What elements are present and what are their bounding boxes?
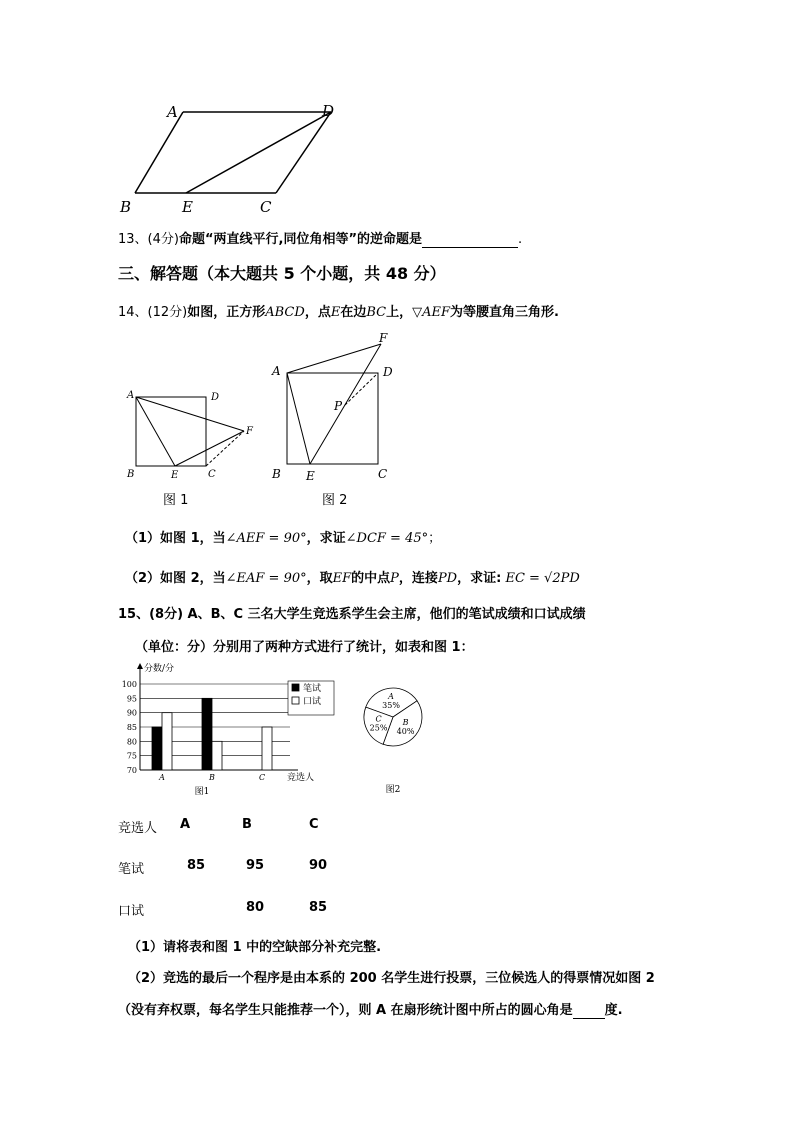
- bar: [202, 698, 212, 770]
- q14-p2-pt: P: [390, 571, 399, 586]
- pie-value-label: 35%: [382, 701, 400, 711]
- x-tick-label: A: [159, 773, 165, 782]
- q15-line-2: （单位：分）分别用了两种方式进行了统计，如表和图 1：: [135, 640, 474, 655]
- q14-figure-2-caption: 图 2: [322, 493, 348, 508]
- q15-answer-blank[interactable]: [573, 1003, 605, 1019]
- pie-chart-figure-2: [360, 680, 435, 795]
- q14-side: BC: [366, 305, 387, 320]
- f2-label-d: D: [383, 365, 393, 379]
- q14-text-mid2: 在边: [340, 305, 367, 320]
- q14-triangle: ▽AEF: [412, 305, 451, 320]
- label-c: C: [260, 198, 272, 216]
- bar: [262, 727, 272, 770]
- legend-swatch: [292, 684, 299, 691]
- table-row-written-label: 笔试: [118, 862, 145, 877]
- y-tick-label: 75: [126, 751, 137, 761]
- table-cell-oral-c: 85: [309, 900, 328, 915]
- legend-swatch: [292, 697, 299, 704]
- q13-end: .: [518, 232, 523, 247]
- q15-part-2-line-2: [118, 999, 623, 1019]
- q14-p1-goal: ∠DCF = 45°: [345, 531, 429, 546]
- y-tick-label: 70: [126, 766, 137, 775]
- y-axis-arrow: [137, 663, 143, 669]
- q14-text-mid1: ，点: [304, 305, 331, 320]
- parallelogram-figure: [110, 98, 350, 220]
- edge-cd: [276, 112, 331, 193]
- pie-label: C: [375, 714, 382, 724]
- q14-p1-label: （1）如图 1，当: [125, 531, 226, 546]
- f1-label-b: B: [127, 469, 135, 480]
- y-tick-label: 90: [126, 708, 137, 718]
- table-cell-oral-b: 80: [246, 900, 265, 915]
- q14-p1-cond: ∠AEF = 90°: [225, 531, 307, 546]
- section-title: 三、解答题（本大题共 5 个小题，共 48 分）: [118, 264, 446, 283]
- f1-label-d: D: [211, 392, 220, 403]
- f2-label-c: C: [378, 467, 388, 481]
- x-tick-label: B: [209, 773, 215, 782]
- edge-ab: [135, 112, 183, 193]
- q14-p2-mid3: ，连接: [398, 571, 438, 586]
- label-d: D: [322, 102, 335, 120]
- x-axis-label: 竞选人: [287, 773, 315, 783]
- q14-figure-1-caption: 图 1: [163, 493, 189, 508]
- label-a: A: [167, 103, 178, 121]
- q14-p2-seg2: PD: [437, 571, 458, 586]
- chart-caption: 图2: [385, 785, 401, 795]
- q14-p2-mid2: 的中点: [351, 571, 391, 586]
- q14-p1-end: ；: [428, 531, 442, 546]
- q14-figure-2: [265, 330, 405, 485]
- q14-p1-mid: ，求证: [306, 531, 346, 546]
- legend-label: 笔试: [303, 684, 322, 694]
- line-cf: [206, 431, 244, 466]
- table-cell-written-b: 95: [246, 858, 265, 873]
- f2-label-b: B: [272, 467, 281, 481]
- table-header-c: C: [309, 817, 319, 832]
- q15-part-1: （1）请将表和图 1 中的空缺部分补充完整.: [128, 940, 382, 955]
- q13-answer-blank[interactable]: [422, 232, 518, 248]
- y-tick-label: 100: [121, 680, 137, 689]
- q14-figure-1: [118, 385, 268, 485]
- pie-value-label: 25%: [369, 723, 388, 733]
- label-b: B: [120, 198, 132, 216]
- q14-number: 14、(12分): [118, 305, 188, 320]
- table-cell-written-c: 90: [309, 858, 328, 873]
- pie-label: B: [402, 717, 409, 727]
- table-cell-written-a: 85: [187, 858, 206, 873]
- q15-part-2-end: 度.: [604, 1003, 623, 1018]
- q13-text: 命题“两直线平行,同位角相等”的逆命题是: [178, 232, 422, 247]
- q14-text-post: 为等腰直角三角形.: [450, 305, 559, 320]
- q14-p2-mid4: ，求证:: [457, 571, 502, 586]
- f1-label-c: C: [208, 469, 216, 480]
- q14-p2-goal: EC = √2PD: [505, 571, 580, 586]
- y-tick-label: 95: [126, 694, 137, 704]
- question-13: [118, 228, 522, 248]
- chart-caption: 图1: [194, 787, 210, 797]
- q13-number: 13、(4分): [118, 232, 179, 247]
- bar: [212, 741, 222, 770]
- score-table: [118, 812, 418, 922]
- y-tick-label: 85: [126, 723, 137, 732]
- pie-value-label: 40%: [396, 726, 415, 736]
- q14-part-1: [125, 527, 441, 546]
- f1-label-e: E: [171, 470, 179, 481]
- f2-label-a: A: [272, 364, 281, 378]
- table-header-b: B: [242, 817, 252, 832]
- q14-text-pre: 如图，正方形: [187, 305, 266, 320]
- legend-label: 口试: [303, 697, 322, 707]
- q14-square: ABCD: [265, 305, 305, 320]
- pie-label: A: [388, 692, 394, 702]
- q14-p2-mid1: ，取: [306, 571, 333, 586]
- bar-chart-figure-1: [118, 660, 343, 800]
- q15-part-2-line-1: （2）竞选的最后一个程序是由本系的 200 名学生进行投票，三位候选人的得票情况如图 2: [128, 971, 655, 986]
- q15-line-1: 15、(8分) A、B、C 三名大学生竞选系学生会主席，他们的笔试成绩和口试成绩: [118, 607, 586, 622]
- f2-label-e: E: [306, 469, 315, 483]
- table-header-candidate: 竞选人: [118, 821, 158, 836]
- q14-p2-cond: ∠EAF = 90°: [225, 571, 307, 586]
- q14-p2-label: （2）如图 2，当: [125, 571, 226, 586]
- bar: [152, 727, 162, 770]
- f2-label-p: P: [334, 399, 343, 413]
- line-ae-2: [287, 373, 310, 464]
- x-tick-label: C: [258, 773, 266, 782]
- q14-p2-seg: EF: [332, 571, 352, 586]
- f1-label-f: F: [246, 426, 253, 437]
- table-header-a: A: [180, 817, 191, 832]
- q15-part-2-text: （没有弃权票，每名学生只能推荐一个），则 A 在扇形统计图中所占的圆心角是: [118, 1003, 573, 1018]
- f2-label-f: F: [379, 331, 388, 345]
- y-axis-label: 分数/分: [144, 664, 175, 674]
- table-row-oral-label: 口试: [118, 904, 145, 919]
- bar: [162, 713, 172, 770]
- y-tick-label: 80: [126, 737, 137, 747]
- q14-text-mid3: 上，: [386, 305, 413, 320]
- q14-part-2: [125, 567, 580, 586]
- question-14: [118, 301, 559, 320]
- line-ef: [175, 431, 244, 466]
- f1-label-a: A: [127, 390, 135, 401]
- q14-point: E: [330, 305, 341, 320]
- edge-ed: [186, 112, 331, 193]
- label-e: E: [182, 198, 193, 216]
